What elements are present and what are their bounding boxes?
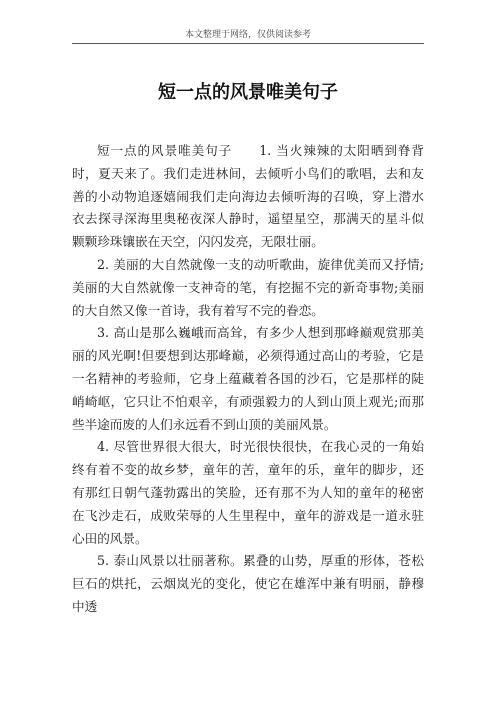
document-body [72, 140, 424, 619]
page-header-note: 本文整理于网络，仅供阅读参考 [184, 30, 311, 40]
paragraph-2: 2. 美丽的大自然就像一支的动听歌曲，旋律优美而又抒情;美丽的大自然就像一支神奇的笔，有挖掘不完的新奇事物;美丽的大自然又像一首诗，我有着写不完的眷恋。 [72, 256, 424, 318]
document-title: 短一点的风景唯美句子 [158, 82, 338, 103]
paragraph-5: 5. 泰山风景以壮丽著称。累叠的山势，厚重的形体，苍松巨石的烘托，云烟岚光的变化，使它在雄浑中兼有明丽，静穆中透 [72, 553, 424, 614]
paragraph-1: 短一点的风景唯美句子 1. 当火辣辣的太阳晒到脊背时，夏天来了。我们走进林间，去倾听小鸟们的歌唱，去和友善的小动物追逐嬉闹我们走向海边去倾听海的召唤，穿上潜水衣去探寻深海里奥秘夜深人静时，遥望星空，那满天的星斗似颗颗珍珠镶嵌在天空，闪闪发亮，无限壮丽。 [72, 143, 424, 250]
paragraph-4: 4. 尽管世界很大很大，时光很快很快，在我心灵的一角始终有着不变的故乡梦，童年的苦，童年的乐，童年的脚步，还有那红日朝气蓬勃露出的笑脸，还有那不为人知的童年的秘密在飞沙走石，成败荣辱的人生里程中，童年的游戏是一道永驻心田的风景。 [72, 439, 424, 546]
header-divider [72, 43, 424, 44]
paragraph-3: 3. 高山是那么巍峨而高耸，有多少人想到那峰巅观赏那美丽的风光啊!但要想到达那峰巅，必须得通过高山的考验，它是一名精神的考验师，它身上蕴藏着各国的沙石，它是那样的陡峭崎岖，它只让不怕艰辛，有顽强毅力的人到山顶上观光;而那些半途而废的人们永远看不到山顶的美丽风景。 [72, 325, 424, 432]
